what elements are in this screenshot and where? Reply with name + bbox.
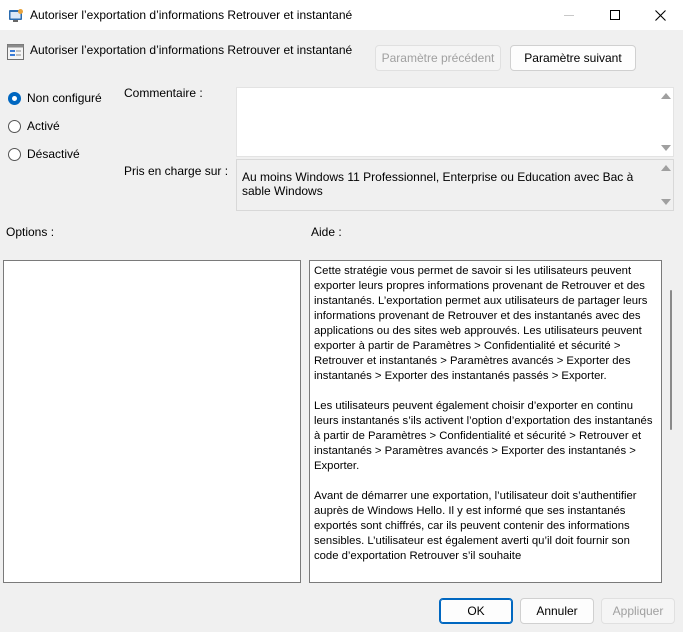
help-paragraph: Les utilisateurs peuvent également choisir d’exporter en continu leurs instantanés s’ils activent l’option d’exportation des instantanés à partir de Paramètres > Confidentialité et sécurité > Retrouver et instantanés > Paramètres avancés > Exporter des instantanés > Exporter. (314, 400, 653, 472)
policy-window-icon (8, 7, 24, 23)
radio-button[interactable] (8, 120, 21, 133)
minimize-button[interactable] (546, 0, 592, 30)
scroll-up-icon[interactable] (661, 93, 671, 99)
previous-setting-button[interactable]: Paramètre précédent (375, 45, 501, 71)
policy-settings-icon (7, 44, 24, 60)
window-title: Autoriser l’exportation d’informations Retrouver et instantané (30, 8, 353, 22)
close-button[interactable] (637, 0, 683, 30)
minimize-icon (564, 15, 574, 16)
scroll-up-icon[interactable] (661, 165, 671, 171)
radio-button-checked[interactable] (8, 92, 21, 105)
close-icon (655, 10, 666, 21)
radio-enabled[interactable] (8, 119, 60, 133)
help-paragraph: Cette stratégie vous permet de savoir si les utilisateurs peuvent exporter leurs propres informations provenant de Retrouver et des instantanés. L’exportation permet aux utilisateurs de partager leurs informations provenant de Retrouver et des instantanés avec des applications ou des sites web approuvés. Les utilisateurs peuvent exporter à partir de Paramètres > Confidentialité et sécurité > Retrouver et instantanés > Paramètres avancés > Exporter des instantanés > Exporter des instantanés passés > Exporter. (314, 265, 648, 382)
help-paragraph: Avant de démarrer une exportation, l’utilisateur doit s’authentifier auprès de Windows Hello. Il y est informé que ses instantanés exportés sont chiffrés, car ils peuvent contenir des informations sensibles. L’utilisateur est également averti qu’il doit fournir son code d’exportation Retrouver s’il souhaite (314, 490, 637, 562)
maximize-button[interactable] (592, 0, 638, 30)
options-panel (3, 260, 301, 583)
maximize-icon (610, 10, 620, 20)
radio-label: Activé (27, 119, 60, 133)
options-label: Options : (6, 225, 55, 239)
radio-not-configured[interactable] (8, 91, 102, 105)
scroll-down-icon[interactable] (661, 199, 671, 205)
cancel-button[interactable]: Annuler (520, 598, 594, 624)
help-label: Aide : (311, 225, 342, 239)
supported-on-value: Au moins Windows 11 Professionnel, Enterprise ou Education avec Bac à sable Windows (242, 170, 634, 198)
ok-button[interactable]: OK (439, 598, 513, 624)
policy-title: Autoriser l’exportation d’informations Retrouver et instantané (30, 43, 353, 57)
radio-button[interactable] (8, 148, 21, 161)
comment-label: Commentaire : (124, 86, 203, 100)
supported-on-label: Pris en charge sur : (124, 164, 229, 178)
radio-disabled[interactable] (8, 147, 80, 161)
radio-label: Désactivé (27, 147, 80, 161)
supported-scrollbar[interactable] (658, 160, 673, 210)
help-scrollbar[interactable] (664, 260, 679, 583)
supported-on-field (236, 159, 674, 211)
next-setting-button[interactable]: Paramètre suivant (510, 45, 636, 71)
help-text (314, 264, 656, 579)
scrollbar-thumb[interactable] (670, 290, 672, 430)
comment-textarea[interactable] (236, 87, 674, 157)
apply-button[interactable]: Appliquer (601, 598, 675, 624)
help-panel[interactable] (309, 260, 662, 583)
radio-label: Non configuré (27, 91, 102, 105)
scroll-down-icon[interactable] (661, 145, 671, 151)
comment-scrollbar[interactable] (658, 88, 673, 156)
